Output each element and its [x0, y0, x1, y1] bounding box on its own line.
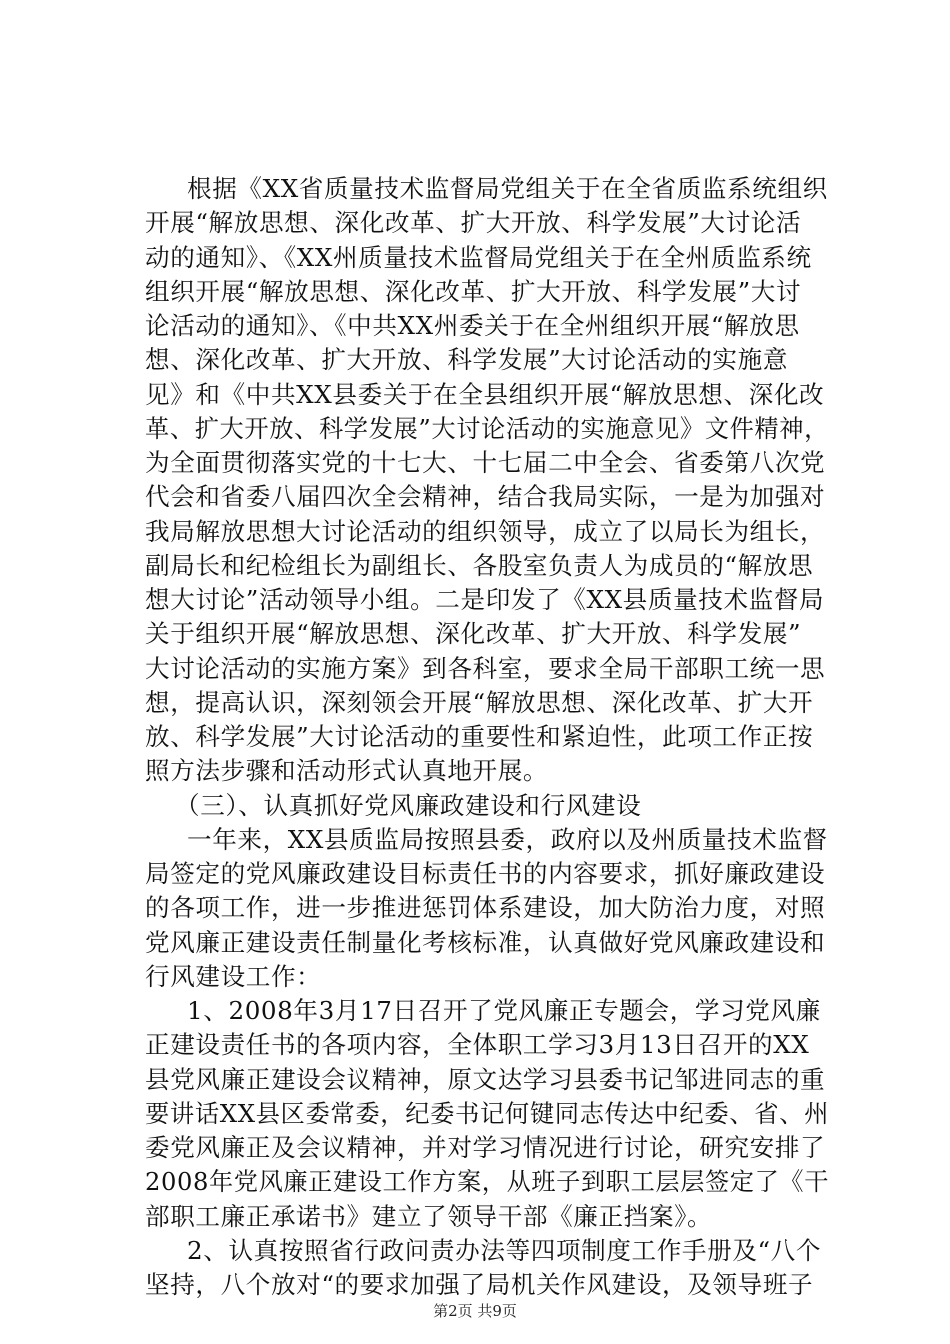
- paragraph-line: 的各项工作，进一步推进惩罚体系建设，加大防治力度，对照: [145, 893, 826, 923]
- paragraph-line: 组织开展“解放思想、深化改革、扩大开放、科学发展”大讨: [145, 276, 802, 306]
- paragraph-line: 动的通知》、《XX州质量技术监督局党组关于在全州质监系统: [145, 242, 812, 272]
- paragraph-line: 想大讨论”活动领导小组。二是印发了《XX县质量技术监督局: [145, 585, 825, 614]
- paragraph-line: 2008年党风廉正建设工作方案，从班子到职工层层签定了《干: [145, 1167, 830, 1197]
- section-heading: （三）、认真抓好党风廉政建设和行风建设: [175, 790, 642, 820]
- paragraph-line: 副局长和纪检组长为副组长、各股室负责人为成员的“解放思: [145, 550, 814, 580]
- paragraph-line: 关于组织开展“解放思想、深化改革、扩大开放、科学发展”: [145, 619, 802, 649]
- paragraph-line: 照方法步骤和活动形式认真地开展。: [145, 756, 549, 786]
- paragraph-line: 一年来，XX县质监局按照县委，政府以及州质量技术监督: [187, 824, 828, 854]
- paragraph-line: 代会和省委八届四次全会精神，结合我局实际，一是为加强对: [145, 482, 826, 512]
- paragraph-line: 委党风廉正及会议精神，并对学习情况进行讨论，研究安排了: [145, 1133, 826, 1162]
- paragraph-line: 开展“解放思想、深化改革、扩大开放、科学发展”大讨论活: [145, 208, 802, 238]
- paragraph-line: 1、2008年3月17日召开了党风廉正专题会，学习党风廉: [187, 996, 821, 1025]
- paragraph-line: 坚持，八个放对“的要求加强了局机关作风建设，及领导班子: [145, 1270, 814, 1299]
- paragraph-line: 见》和《中共XX县委关于在全县组织开展“解放思想、深化改: [145, 379, 825, 409]
- paragraph-line: 想、深化改革、扩大开放、科学发展”大讨论活动的实施意: [145, 345, 789, 375]
- paragraph-line: 2、认真按照省行政问责办法等四项制度工作手册及“八个: [187, 1235, 822, 1265]
- paragraph-line: 我局解放思想大讨论活动的组织领导，成立了以局长为组长，: [145, 516, 826, 546]
- paragraph-line: 要讲话XX县区委常委，纪委书记何键同志传达中纪委、省、州: [145, 1098, 830, 1128]
- paragraph-line: 放、科学发展”大讨论活动的重要性和紧迫性，此项工作正按: [145, 722, 814, 751]
- paragraph-line: 大讨论活动的实施方案》到各科室，要求全局干部职工统一思: [145, 653, 826, 683]
- paragraph-line: 革、扩大开放、科学发展”大讨论活动的实施意见》文件精神，: [145, 413, 829, 443]
- paragraph-line: 部职工廉正承诺书》建立了领导干部《廉正挡案》。: [145, 1201, 713, 1231]
- page-number-footer: 第2页 共9页: [433, 1302, 517, 1320]
- paragraph-line: 为全面贯彻落实党的十七大、十七届二中全会、省委第八次党: [145, 448, 826, 477]
- paragraph-line: 正建设责任书的各项内容，全体职工学习3月13日召开的XX: [145, 1030, 810, 1060]
- paragraph-line: 论活动的通知》、《中共XX州委关于在全州组织开展“解放思: [145, 311, 800, 340]
- paragraph-line: 局签定的党风廉政建设目标责任书的内容要求，抓好廉政建设: [145, 859, 826, 888]
- paragraph-line: 党风廉正建设责任制量化考核标准，认真做好党风廉政建设和: [145, 927, 826, 957]
- paragraph-line: 想，提高认识，深刻领会开展“解放思想、深化改革、扩大开: [145, 687, 814, 717]
- paragraph-line: 县党风廉正建设会议精神，原文达学习县委书记邹进同志的重: [145, 1064, 826, 1094]
- document-body: [145, 172, 829, 1302]
- paragraph-line: 行风建设工作：: [145, 961, 322, 991]
- paragraph-line: 根据《XX省质量技术监督局党组关于在全省质监系统组织: [187, 174, 828, 203]
